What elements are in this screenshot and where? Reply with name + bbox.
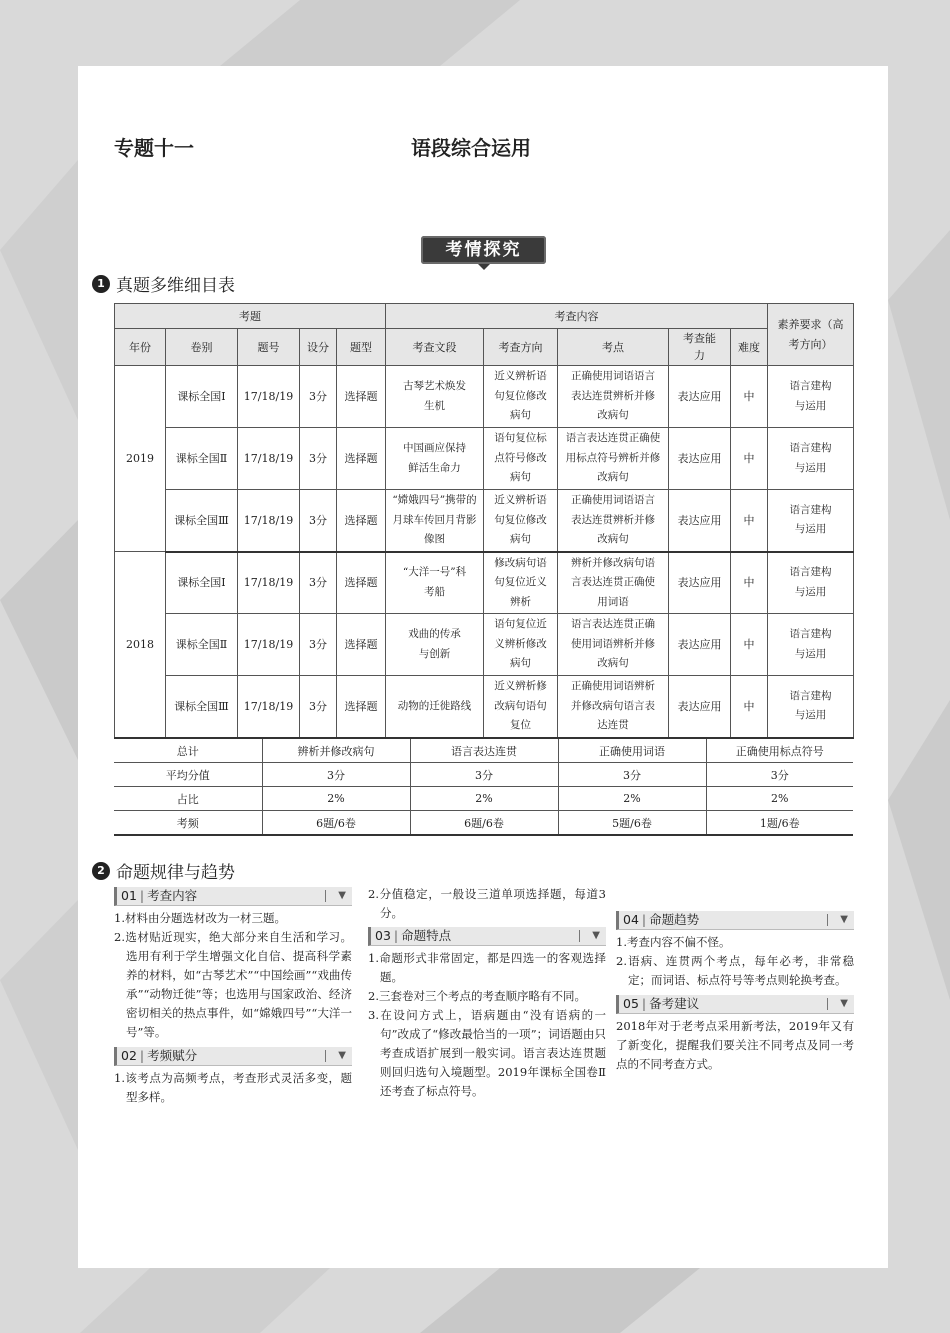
qno-cell: 17/18/19 (238, 490, 300, 552)
score-cell: 3分 (300, 552, 337, 614)
table-row (115, 614, 854, 676)
paper-cell: 课标全国Ⅱ (166, 428, 238, 490)
summary-cell: 2% (410, 787, 558, 811)
literacy-cell: 语言建构与运用 (768, 676, 854, 738)
ability-cell: 表达应用 (669, 490, 731, 552)
summary-cell: 2% (558, 787, 706, 811)
summary-cell: 3分 (706, 763, 853, 787)
qno-cell: 17/18/19 (238, 366, 300, 428)
paper-cell: 课标全国Ⅲ (166, 676, 238, 738)
point-cell: 正确使用词语语言表达连贯辨析并修改病句 (558, 490, 669, 552)
literacy-cell: 语言建构与运用 (768, 552, 854, 614)
literacy-cell: 语言建构与运用 (768, 428, 854, 490)
point-cell: 正确使用词语语言表达连贯辨析并修改病句 (558, 366, 669, 428)
table-row (115, 676, 854, 738)
ability-cell: 表达应用 (669, 428, 731, 490)
box-number: 02 (121, 1048, 137, 1063)
chevron-down-icon[interactable]: ▼ (592, 930, 600, 941)
direction-cell: 近义辨析语句复位修改病句 (484, 490, 558, 552)
summary-cell: 正确使用标点符号 (706, 738, 853, 763)
table-row (115, 428, 854, 490)
paper-cell: 课标全国Ⅱ (166, 614, 238, 676)
header-point: 考点 (558, 329, 669, 366)
year-cell: 2018 (115, 552, 166, 738)
type-cell: 选择题 (337, 428, 386, 490)
box-title: 考查内容 (147, 888, 198, 903)
box-number: 01 (121, 888, 137, 903)
column-1 (114, 887, 352, 1107)
summary-cell: 1题/6卷 (706, 811, 853, 836)
box-title: 命题趋势 (649, 912, 700, 927)
point-cell: 正确使用词语辨析并修改病句语言表达连贯 (558, 676, 669, 738)
literacy-cell: 语言建构与运用 (768, 614, 854, 676)
column-3 (616, 885, 854, 1074)
chevron-down-icon[interactable]: ▼ (840, 914, 848, 925)
header-passage: 考查文段 (386, 329, 484, 366)
direction-cell: 近义辨析修改病句语句复位 (484, 676, 558, 738)
passage-cell: “嫦娥四号”携带的月球车传回月背影像图 (386, 490, 484, 552)
ability-cell: 表达应用 (669, 614, 731, 676)
difficulty-cell: 中 (731, 676, 768, 738)
box-number: 04 (623, 912, 639, 927)
header-type: 题型 (337, 329, 386, 366)
summary-row-ratio (114, 787, 853, 811)
paper-cell: 课标全国Ⅰ (166, 552, 238, 614)
section-2-heading (92, 858, 235, 883)
passage-cell: 古琴艺术焕发生机 (386, 366, 484, 428)
header-paper: 卷别 (166, 329, 238, 366)
type-cell: 选择题 (337, 366, 386, 428)
difficulty-cell: 中 (731, 490, 768, 552)
section-2-title: 命题规律与趋势 (116, 863, 235, 883)
header-score: 设分 (300, 329, 337, 366)
box-05-header[interactable]: 05 | 备考建议 ▼ (616, 995, 854, 1014)
score-cell: 3分 (300, 490, 337, 552)
year-cell: 2019 (115, 366, 166, 552)
header-year: 年份 (115, 329, 166, 366)
ability-cell: 表达应用 (669, 676, 731, 738)
paper-cell: 课标全国Ⅰ (166, 366, 238, 428)
section-2-number: 2 (92, 862, 110, 880)
box-03-item: 1.命题形式非常固定，都是四选一的客观选择题。 (368, 951, 606, 984)
summary-cell: 正确使用词语 (558, 738, 706, 763)
literacy-cell: 语言建构与运用 (768, 366, 854, 428)
box-02-item: 2.分值稳定，一般设三道单项选择题，每道3分。 (368, 887, 606, 920)
score-cell: 3分 (300, 366, 337, 428)
passage-cell: 中国画应保持鲜活生命力 (386, 428, 484, 490)
header-direction: 考查方向 (484, 329, 558, 366)
section-1-number: 1 (92, 275, 110, 293)
point-cell: 辨析并修改病句语言表达连贯正确使用词语 (558, 552, 669, 614)
difficulty-cell: 中 (731, 614, 768, 676)
box-05-text: 2018年对于老考点采用新考法，2019年又有了新变化，提醒我们要关注不同考点及同一考点的不同考查方式。 (616, 1019, 854, 1071)
chevron-down-icon[interactable]: ▼ (840, 998, 848, 1009)
score-cell: 3分 (300, 428, 337, 490)
summary-label: 考频 (114, 811, 262, 836)
summary-cell: 2% (706, 787, 853, 811)
table-row (115, 366, 854, 428)
summary-cell: 6题/6卷 (410, 811, 558, 836)
direction-cell: 近义辨析语句复位修改病句 (484, 366, 558, 428)
summary-label: 平均分值 (114, 763, 262, 787)
score-cell: 3分 (300, 676, 337, 738)
box-number: 03 (375, 928, 391, 943)
type-cell: 选择题 (337, 490, 386, 552)
qno-cell: 17/18/19 (238, 614, 300, 676)
summary-cell: 辨析并修改病句 (262, 738, 410, 763)
box-title: 命题特点 (401, 928, 452, 943)
point-cell: 语言表达连贯正确使用词语辨析并修改病句 (558, 614, 669, 676)
header-ability: 考查能力 (669, 329, 731, 366)
section-banner (421, 236, 546, 270)
direction-cell: 修改病句语句复位近义辨析 (484, 552, 558, 614)
summary-cell: 5题/6卷 (558, 811, 706, 836)
summary-cell: 3分 (558, 763, 706, 787)
topic-number: 专题十一 (114, 136, 194, 160)
box-01-header[interactable]: 01 | 考查内容 ▼ (114, 887, 352, 906)
paper-cell: 课标全国Ⅲ (166, 490, 238, 552)
summary-row-freq (114, 811, 853, 836)
section-1-title: 真题多维细目表 (116, 276, 235, 296)
box-title: 备考建议 (649, 996, 700, 1011)
qno-cell: 17/18/19 (238, 552, 300, 614)
box-02-header[interactable]: 02 | 考频赋分 ▼ (114, 1047, 352, 1066)
box-04-item: 2.语病、连贯两个考点，每年必考，非常稳定；而词语、标点符号等考点则轮换考查。 (616, 954, 854, 987)
box-03-header[interactable]: 03 | 命题特点 ▼ (368, 927, 606, 946)
type-cell: 选择题 (337, 614, 386, 676)
table-row (115, 490, 854, 552)
chevron-down-icon[interactable]: ▼ (338, 1050, 346, 1061)
summary-cell: 3分 (262, 763, 410, 787)
difficulty-cell: 中 (731, 366, 768, 428)
table-row (115, 552, 854, 614)
direction-cell: 语句复位近义辨析修改病句 (484, 614, 558, 676)
passage-cell: 动物的迁徙路线 (386, 676, 484, 738)
column-2 (368, 885, 606, 1098)
summary-cell: 3分 (410, 763, 558, 787)
box-04-item: 1.考查内容不偏不怪。 (616, 935, 731, 949)
exam-detail-table (114, 303, 854, 739)
section-1-heading (92, 271, 235, 296)
summary-cell: 2% (262, 787, 410, 811)
ability-cell: 表达应用 (669, 552, 731, 614)
point-cell: 语言表达连贯正确使用标点符号辨析并修改病句 (558, 428, 669, 490)
header-qno: 题号 (238, 329, 300, 366)
box-04-header[interactable]: 04 | 命题趋势 ▼ (616, 911, 854, 930)
box-03-item: 3.在设问方式上，语病题由“没有语病的一句”改成了“修改最恰当的一项”；词语题由只考查成语扩展到一般实词。语言表达连贯题则回归选句入境题型。2019年课标全国卷Ⅱ还考查了标点符号。 (368, 1008, 606, 1098)
banner-label: 考情探究 (421, 236, 546, 264)
summary-label: 总计 (114, 738, 262, 763)
box-01-item: 2.选材贴近现实，绝大部分来自生活和学习。选用有利于学生增强文化自信、提高科学素养的材料，如“古琴艺术”“中国绘画”“戏曲传承”“动物迁徙”等；也选用与国家政治、经济密切相关的热点事件，如“嫦娥四号”“大洋一号”等。 (114, 930, 352, 1039)
type-cell: 选择题 (337, 676, 386, 738)
difficulty-cell: 中 (731, 552, 768, 614)
difficulty-cell: 中 (731, 428, 768, 490)
chevron-down-icon[interactable]: ▼ (338, 890, 346, 901)
box-title: 考频赋分 (147, 1048, 198, 1063)
header-content: 考查内容 (386, 304, 768, 329)
summary-table (114, 737, 853, 836)
box-03-item: 2.三套卷对三个考点的考查顺序略有不同。 (368, 989, 586, 1003)
header-literacy: 素养要求（高考方向） (768, 304, 854, 366)
summary-row-total (114, 738, 853, 763)
qno-cell: 17/18/19 (238, 428, 300, 490)
qno-cell: 17/18/19 (238, 676, 300, 738)
score-cell: 3分 (300, 614, 337, 676)
box-number: 05 (623, 996, 639, 1011)
box-01-item: 1.材料由分题选材改为一材三题。 (114, 911, 286, 925)
summary-cell: 语言表达连贯 (410, 738, 558, 763)
summary-row-avg (114, 763, 853, 787)
type-cell: 选择题 (337, 552, 386, 614)
summary-label: 占比 (114, 787, 262, 811)
summary-cell: 6题/6卷 (262, 811, 410, 836)
header-difficulty: 难度 (731, 329, 768, 366)
direction-cell: 语句复位标点符号修改病句 (484, 428, 558, 490)
passage-cell: 戏曲的传承与创新 (386, 614, 484, 676)
topic-title: 语段综合运用 (411, 136, 531, 160)
box-02-item: 1.该考点为高频考点，考查形式灵活多变，题型多样。 (114, 1071, 352, 1104)
page (78, 66, 888, 1268)
header-exam: 考题 (115, 304, 386, 329)
ability-cell: 表达应用 (669, 366, 731, 428)
literacy-cell: 语言建构与运用 (768, 490, 854, 552)
passage-cell: “大洋一号”科考船 (386, 552, 484, 614)
